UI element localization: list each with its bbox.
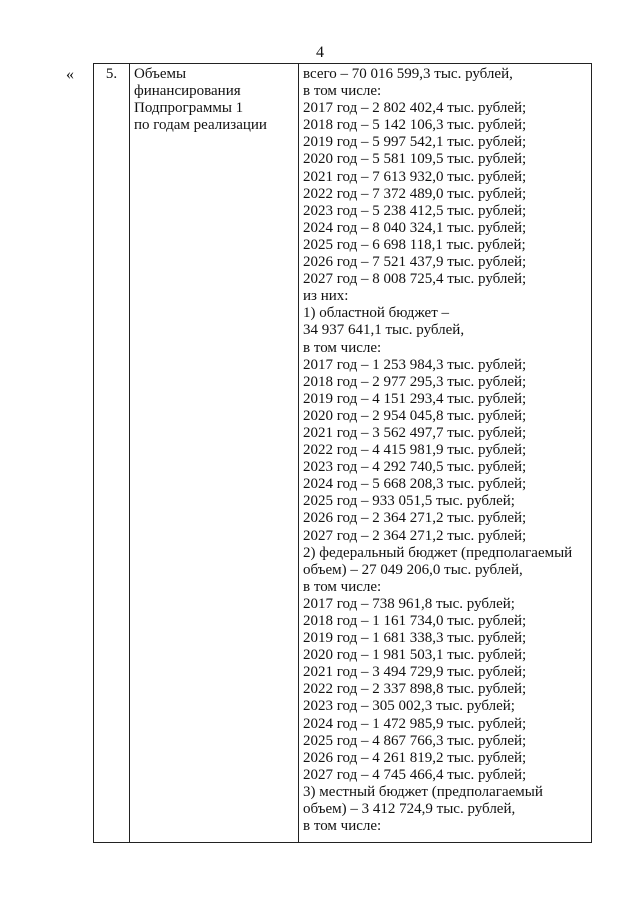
table-row: [94, 64, 592, 843]
label-line: Объемы: [134, 66, 187, 82]
content-line: 2024 год – 8 040 324,1 тыс. рублей;: [303, 219, 527, 236]
content-line: 2021 год – 3 494 729,9 тыс. рублей;: [303, 664, 527, 681]
content-line: 2020 год – 1 981 503,1 тыс. рублей;: [303, 647, 527, 664]
row-label: [130, 64, 299, 843]
content-line: 2) федеральный бюджет (предполагаемый: [303, 544, 573, 561]
content-line: 2022 год – 7 372 489,0 тыс. рублей;: [303, 185, 527, 202]
content-line: 2023 год – 5 238 412,5 тыс. рублей;: [303, 202, 527, 219]
content-line: 2019 год – 5 997 542,1 тыс. рублей;: [303, 134, 527, 151]
content-line: 2025 год – 933 051,5 тыс. рублей;: [303, 493, 515, 510]
content-line: 2017 год – 738 961,8 тыс. рублей;: [303, 595, 515, 612]
content-line: 2026 год – 4 261 819,2 тыс. рублей;: [303, 749, 527, 766]
row-content: [299, 64, 592, 843]
content-line: в том числе:: [303, 339, 382, 356]
content-line: 2019 год – 4 151 293,4 тыс. рублей;: [303, 390, 527, 407]
content-line: 2021 год – 7 613 932,0 тыс. рублей;: [303, 168, 527, 185]
page-number: 4: [316, 44, 324, 61]
content-line: 2024 год – 1 472 985,9 тыс. рублей;: [303, 715, 527, 732]
content-line: 2017 год – 2 802 402,4 тыс. рублей;: [303, 100, 527, 117]
content-line: 2027 год – 8 008 725,4 тыс. рублей;: [303, 271, 527, 288]
content-line: 2024 год – 5 668 208,3 тыс. рублей;: [303, 476, 527, 493]
label-line: Подпрограммы 1: [134, 100, 244, 117]
label-line: по годам реализации: [134, 117, 267, 134]
content-line: 2026 год – 7 521 437,9 тыс. рублей;: [303, 254, 527, 271]
content-line: 2018 год – 1 161 734,0 тыс. рублей;: [303, 613, 527, 629]
content-line: объем) – 27 049 206,0 тыс. рублей,: [303, 561, 523, 578]
content-line: из них:: [303, 288, 349, 305]
content-line: 2027 год – 2 364 271,2 тыс. рублей;: [303, 527, 527, 544]
content-line: 2026 год – 2 364 271,2 тыс. рублей;: [303, 510, 527, 527]
content-line: 2020 год – 2 954 045,8 тыс. рублей;: [303, 407, 527, 424]
content-line: 2025 год – 6 698 118,1 тыс. рублей;: [303, 236, 526, 253]
row-number: 5.: [94, 64, 130, 843]
content-line: 2018 год – 2 977 295,3 тыс. рублей;: [303, 373, 527, 390]
financing-table: [93, 63, 592, 843]
content-line: 2025 год – 4 867 766,3 тыс. рублей;: [303, 732, 527, 749]
content-line: в том числе:: [303, 578, 382, 595]
content-line: 2018 год – 5 142 106,3 тыс. рублей;: [303, 117, 527, 134]
opening-quote-mark: «: [66, 66, 74, 83]
content-line: 1) областной бюджет –: [303, 305, 450, 322]
content-line: 34 937 641,1 тыс. рублей,: [303, 322, 465, 339]
label-line: финансирования: [134, 83, 241, 100]
content-line: 2022 год – 2 337 898,8 тыс. рублей;: [303, 681, 527, 698]
content-line: 2021 год – 3 562 497,7 тыс. рублей;: [303, 424, 527, 441]
content-line: объем) – 3 412 724,9 тыс. рублей,: [303, 801, 516, 818]
content-line: 2027 год – 4 745 466,4 тыс. рублей;: [303, 766, 527, 783]
content-line: 2022 год – 4 415 981,9 тыс. рублей;: [303, 442, 527, 459]
content-line: 2019 год – 1 681 338,3 тыс. рублей;: [303, 630, 527, 647]
content-line: 3) местный бюджет (предполагаемый: [303, 783, 543, 800]
content-line: 2017 год – 1 253 984,3 тыс. рублей;: [303, 356, 527, 373]
content-line: 2023 год – 305 002,3 тыс. рублей;: [303, 698, 515, 715]
content-line: в том числе:: [303, 83, 382, 100]
content-line: 2020 год – 5 581 109,5 тыс. рублей;: [303, 151, 527, 168]
content-line: в том числе:: [303, 818, 382, 835]
content-line: всего – 70 016 599,3 тыс. рублей,: [303, 66, 513, 82]
content-line: 2023 год – 4 292 740,5 тыс. рублей;: [303, 459, 527, 476]
